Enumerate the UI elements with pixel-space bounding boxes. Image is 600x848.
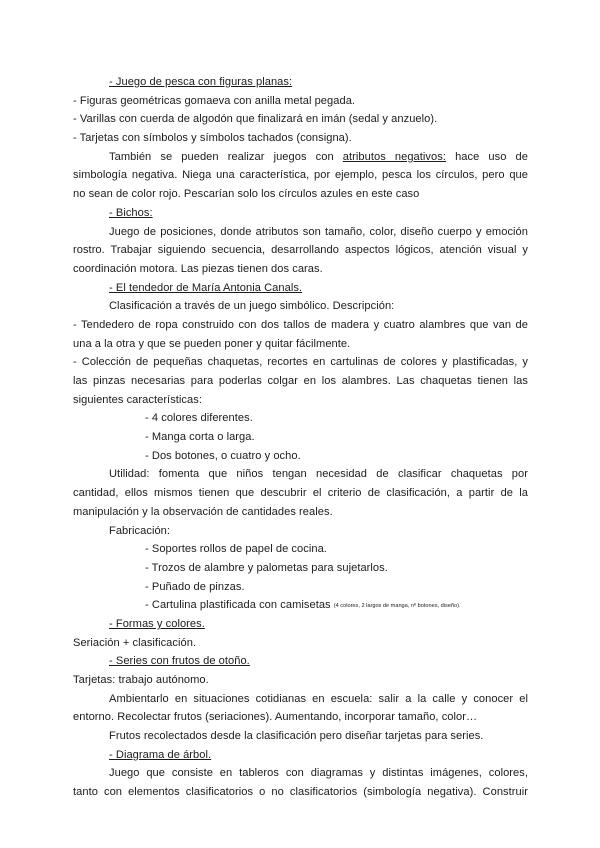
heading-text: - Diagrama de árbol. (109, 748, 212, 761)
text-line: - Varillas con cuerda de algodón que finalizará en imán (sedal y anzuelo). (73, 113, 438, 126)
text-line: Clasificación a través de un juego simbólico. Descripción: (109, 300, 395, 313)
text-line: entorno. Recolectar frutos (seriaciones). Aumentando, incorporar tamaño, color… (73, 711, 478, 724)
paragraph-line: - Colección de pequeñas chaquetas, recortes en cartulinas de colores y plastificadas, y (73, 356, 528, 369)
small-note: (4 colores, 2 largos de manga, nº botones, diseño). (333, 603, 461, 610)
text-line: siguientes características: (73, 393, 202, 406)
text-line: - Tarjetas con símbolos y símbolos tachados (consigna). (73, 132, 352, 145)
paragraph-line: Juego que consiste en tableros con diagramas y distintas imágenes, colores, (109, 767, 528, 780)
paragraph-line: cantidad, ellos mismos tienen que descubrir el criterio de clasificación, a partir de la (73, 487, 528, 500)
text-line: una a la otra y que se pueden poner y quitar fácilmente. (73, 337, 351, 350)
list-item: - Manga corta o larga. (145, 431, 255, 444)
heading-text: - Series con frutos de otoño. (109, 655, 250, 668)
heading-bichos (73, 204, 528, 223)
list-item: - Puñado de pinzas. (145, 580, 245, 593)
text-line: manipulación y la observación de cantidades reales. (73, 505, 333, 518)
paragraph-line (73, 148, 528, 167)
list-item: - 4 colores diferentes. (145, 412, 253, 425)
paragraph-line: Utilidad: fomenta que niños tengan necesidad de clasificar chaquetas por (109, 468, 528, 481)
heading-text: - Juego de pesca con figuras planas: (109, 76, 293, 88)
text-line: no sean de color rojo. Pescarían solo los círculos azules en este caso (73, 188, 420, 201)
heading-text: - Bichos: (109, 206, 153, 219)
list-item: - Dos botones, o cuatro y ocho. (145, 449, 301, 462)
list-item: - Soportes rollos de papel de cocina. (145, 543, 327, 556)
heading-diagrama (73, 746, 528, 765)
paragraph-line: - Tendedero de ropa construido con dos tallos de madera y cuatro alambres que van de (73, 318, 528, 331)
heading-juego-de-pesca (73, 73, 528, 92)
heading-series (73, 652, 528, 671)
paragraph-line: las pinzas necesarias para poderlas colgar en los alambres. Las chaquetas tienen las (73, 375, 528, 387)
text-line: Fabricación: (109, 524, 171, 537)
document-page (73, 73, 528, 802)
text-fragment: hace uso de (445, 150, 528, 163)
text-line: Seriación + clasificación. (73, 636, 197, 649)
text-fragment: - Cartulina plastificada con camisetas (145, 599, 334, 612)
list-item (73, 596, 528, 615)
paragraph-line: tanto con elementos clasificatorios o no clasificatorios (simbología negativa). Construir (73, 786, 528, 799)
heading-text: - El tendedor de María Antonia Canals. (109, 281, 303, 294)
paragraph-line: simbología negativa. Niega una característica, por ejemplo, pesca los círculos, pero que (73, 169, 528, 182)
list-item: - Trozos de alambre y palometas para sujetarlos. (145, 561, 388, 574)
text-fragment: También se pueden realizar juegos con (109, 150, 343, 163)
text-line: Frutos recolectados desde la clasificación pero diseñar tarjetas para series. (109, 730, 484, 743)
underlined-term: atributos negativos: (342, 150, 446, 163)
paragraph-line: rostro. Trabajar siguiendo secuencia, desarrollando aspectos lógicos, atención visual y (73, 244, 528, 257)
paragraph-line: Ambientarlo en situaciones cotidianas en escuela: salir a la calle y conocer el (109, 692, 528, 705)
text-line: - Figuras geométricas gomaeva con anilla metal pegada. (73, 94, 356, 107)
heading-text: - Formas y colores. (109, 617, 205, 630)
heading-formas (73, 615, 528, 634)
heading-tendedor (73, 279, 528, 298)
text-line: coordinación motora. Las piezas tienen dos caras. (73, 262, 323, 275)
text-line: Tarjetas: trabajo autónomo. (73, 674, 209, 686)
paragraph-line: Juego de posiciones, donde atributos son tamaño, color, diseño cuerpo y emoción (109, 225, 528, 238)
